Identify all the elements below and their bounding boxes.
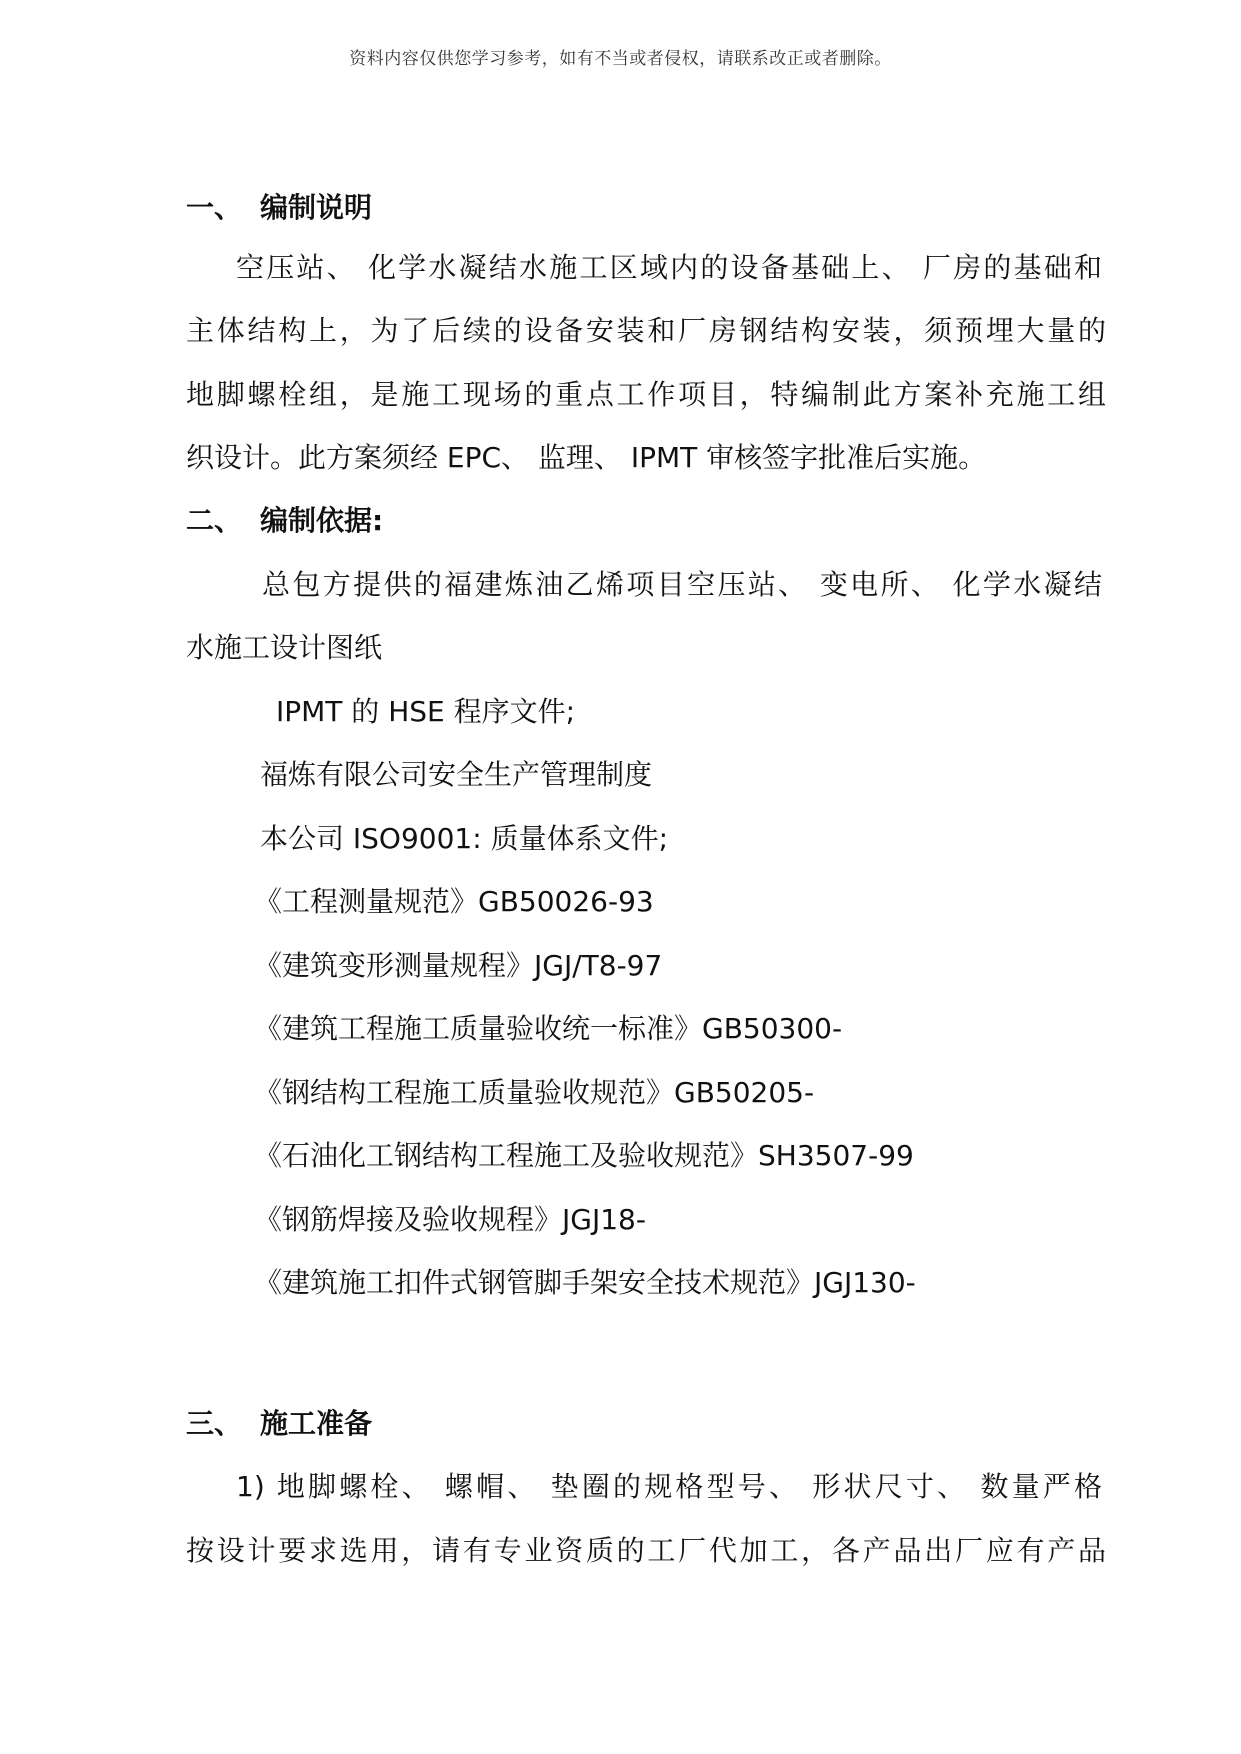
section-number: 三、: [186, 1407, 243, 1440]
basis-line: 《工程测量规范》GB50026-93: [254, 885, 654, 918]
section-heading-2: [186, 503, 383, 539]
section-title: 施工准备: [260, 1407, 373, 1440]
section-number: 一、: [186, 191, 243, 224]
basis-line: IPMT 的 HSE 程序文件;: [276, 695, 576, 728]
paragraph-line: 主体结构上，为了后续的设备安装和厂房钢结构安装，须预埋大量的: [186, 314, 1106, 347]
section-title: 编制依据:: [260, 504, 384, 537]
basis-line: 本公司 ISO9001: 质量体系文件;: [260, 822, 668, 855]
paragraph-line: 织设计。此方案须经 EPC、 监理、 IPMT 审核签字批准后实施。: [186, 441, 987, 474]
header-disclaimer: 资料内容仅供您学习参考，如有不当或者侵权，请联系改正或者删除。: [349, 49, 892, 69]
paragraph-line: 空压站、 化学水凝结水施工区域内的设备基础上、 厂房的基础和: [236, 251, 1102, 284]
basis-line: 《石油化工钢结构工程施工及验收规范》SH3507-99: [254, 1139, 914, 1172]
basis-line: 《建筑工程施工质量验收统一标准》GB50300-: [254, 1012, 843, 1045]
basis-line: 《建筑变形测量规程》JGJ/T8-97: [254, 949, 663, 982]
section-heading-1: [186, 190, 372, 226]
basis-line: 福炼有限公司安全生产管理制度: [260, 758, 653, 791]
section-title: 编制说明: [260, 191, 373, 224]
basis-line: 《建筑施工扣件式钢管脚手架安全技术规范》JGJ130-: [254, 1266, 916, 1299]
paragraph-line: 地脚螺栓组，是施工现场的重点工作项目，特编制此方案补充施工组: [186, 378, 1106, 411]
paragraph-line: 按设计要求选用，请有专业资质的工厂代加工，各产品出厂应有产品: [186, 1534, 1106, 1567]
paragraph-line: 1) 地脚螺栓、 螺帽、 垫圈的规格型号、 形状尺寸、 数量严格: [236, 1470, 1102, 1503]
basis-line: 水施工设计图纸: [186, 631, 383, 664]
basis-line: 《钢筋焊接及验收规程》JGJ18-: [254, 1203, 646, 1236]
basis-line: 总包方提供的福建炼油乙烯项目空压站、 变电所、 化学水凝结: [262, 568, 1102, 601]
section-heading-3: [186, 1406, 372, 1442]
basis-line: 《钢结构工程施工质量验收规范》GB50205-: [254, 1076, 815, 1109]
section-number: 二、: [186, 504, 243, 537]
